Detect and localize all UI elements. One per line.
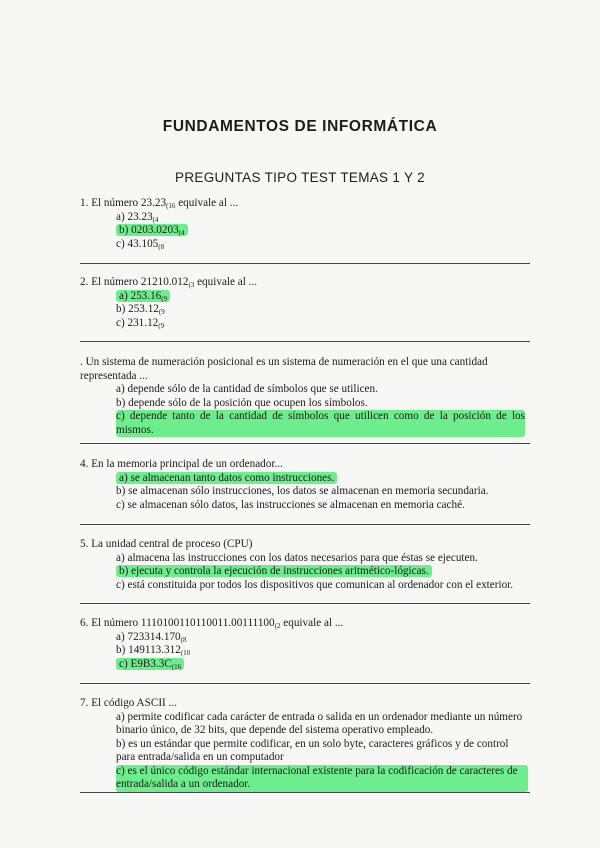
separator-line bbox=[80, 263, 530, 264]
question-stem: 6. El número $1110100110110011.00111100_{(2}$ equivale al ... bbox=[80, 617, 344, 630]
question-6 bbox=[80, 617, 540, 671]
question-stem: 2. El número $21210.012_{(3}$ equivale al ... bbox=[80, 276, 258, 289]
document-subtitle: PREGUNTAS TIPO TEST TEMAS 1 Y 2 bbox=[175, 170, 425, 185]
question-3 bbox=[80, 356, 525, 437]
question-stem: 5. La unidad central de proceso (CPU) bbox=[80, 538, 253, 550]
question-4 bbox=[80, 458, 540, 512]
option-b: b) es un estándar que permite codificar, en un solo byte, caracteres gráficos y de control para entrada/salida en un computador bbox=[116, 737, 509, 763]
option-a: a) $23.23_{(4}$ bbox=[116, 210, 159, 224]
option-b: b) se almacenan sólo instrucciones, los datos se almacenan en memoria secundaria. bbox=[116, 485, 489, 497]
option-a-selected: a) se almacenan tanto datos como instrucciones. bbox=[116, 472, 540, 486]
question-1 bbox=[80, 197, 540, 251]
option-a: a) depende sólo de la cantidad de símbolos que se utilicen. bbox=[116, 383, 378, 395]
question-stem: 4. En la memoria principal de un ordenador... bbox=[80, 458, 283, 470]
option-c-selected: c) $E9B3.3C_{(16}$ bbox=[116, 658, 540, 672]
question-stem: 1. El número $23.23_{(16}$ equivale al ... bbox=[80, 197, 239, 210]
separator-line bbox=[80, 524, 530, 525]
option-a: a) almacena las instrucciones con los datos necesarios para que éstas se ejecuten. bbox=[116, 551, 478, 564]
option-c: c) está constituida por todos los dispositivos que comunican al ordenador con el exterior. bbox=[116, 578, 514, 591]
question-stem: . Un sistema de numeración posicional es un sistema de numeración en el que una cantidad representada ... bbox=[80, 356, 488, 382]
question-stem: 7. El código ASCII ... bbox=[80, 697, 177, 709]
question-5 bbox=[80, 538, 540, 592]
option-c: c) $43.105_{(8}$ bbox=[116, 237, 165, 251]
option-a-selected: a) $253.16_{(9}$ bbox=[116, 290, 540, 304]
option-b-selected: b) ejecuta y controla la ejecución de instrucciones aritmético-lógicas. bbox=[116, 565, 540, 579]
option-c-selected: c) depende tanto de la cantidad de símbolos que utilicen como de la posición de los mismos. bbox=[116, 410, 525, 436]
option-b: b) depende sólo de la posición que ocupen los símbolos. bbox=[116, 396, 368, 409]
option-c: c) se almacenan sólo datos, las instrucciones se almacenan en memoria caché. bbox=[116, 498, 465, 511]
option-a: a) $723314.170_{(8}$ bbox=[116, 630, 187, 644]
option-b: b) $149113.312_{(10}$ bbox=[116, 644, 191, 657]
separator-line bbox=[80, 341, 530, 342]
question-7 bbox=[80, 697, 528, 792]
option-a: a) permite codificar cada carácter de entrada o salida en un ordenador mediante un número binario único, de 32 bits, que depende del sistema operativo empleado. bbox=[116, 710, 523, 736]
option-b-selected: b) $0203.0203_{(4}$ bbox=[116, 224, 540, 238]
separator-line bbox=[80, 603, 530, 604]
separator-line bbox=[80, 792, 530, 793]
document-title: FUNDAMENTOS DE INFORMÁTICA bbox=[162, 118, 438, 135]
question-2 bbox=[80, 276, 540, 330]
separator-line bbox=[80, 683, 530, 684]
option-c: c) $231.12_{(9}$ bbox=[116, 316, 165, 330]
option-b: b) $253.12_{(9}$ bbox=[116, 303, 165, 316]
separator-line bbox=[80, 443, 530, 444]
option-c-selected: c) es el único código estándar internacional existente para la codificación de caracteres de entrada/salida a un ordenador. bbox=[116, 765, 528, 792]
